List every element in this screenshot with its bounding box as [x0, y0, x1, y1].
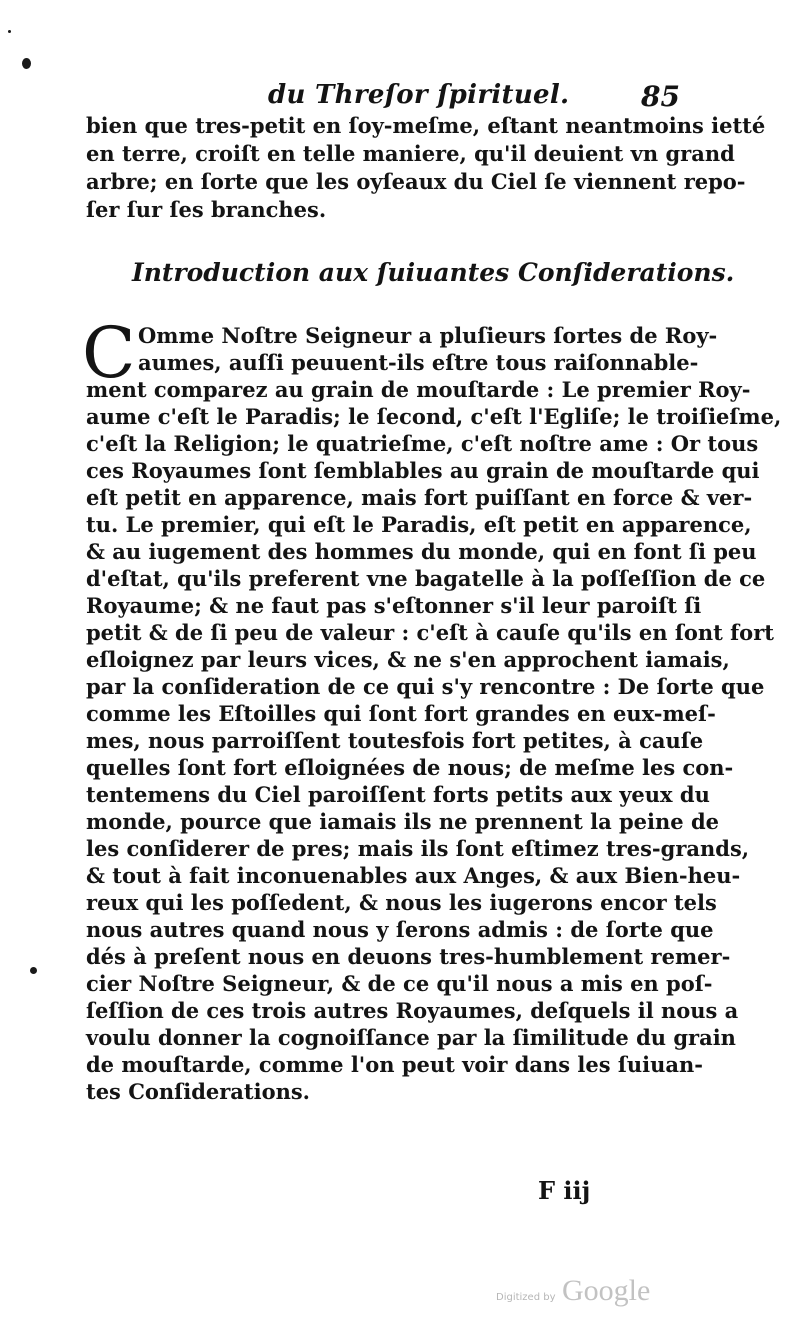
- text-line: bien que tres-petit en ſoy-meſme, eſtant neantmoins ietté: [86, 113, 766, 138]
- ink-speck: [22, 58, 31, 69]
- text-line: ſer ſur ſes branches.: [86, 197, 327, 222]
- ink-speck: [8, 30, 11, 33]
- text-line: voulu donner la cognoiſſance par la ſimilitude du grain: [86, 1025, 736, 1050]
- text-line: ment comparez au grain de mouſtarde : Le premier Roy-: [86, 377, 751, 402]
- text-line: Royaume; & ne faut pas s'eſtonner s'il leur paroiſt ſi: [86, 593, 702, 618]
- text-line: mes, nous parroiſſent toutesfois fort petites, à cauſe: [86, 728, 704, 753]
- text-line: tu. Le premier, qui eſt le Paradis, eſt petit en apparence,: [86, 512, 752, 537]
- watermark-caption: Digitized by: [496, 1292, 556, 1303]
- text-line: tes Conſiderations.: [86, 1079, 310, 1104]
- text-line: de mouſtarde, comme l'on peut voir dans les ſuiuan-: [86, 1052, 704, 1077]
- text-line-content: Omme Noſtre Seigneur a pluſieurs ſortes de Roy-: [138, 323, 718, 348]
- ink-speck: [30, 967, 37, 974]
- text-line: en terre, croiſt en telle maniere, qu'il deuient vn grand: [86, 141, 735, 166]
- text-line: tentemens du Ciel paroiſſent forts petits aux yeux du: [86, 782, 710, 807]
- google-watermark: [496, 1274, 676, 1314]
- signature-mark: F iij: [538, 1176, 591, 1205]
- text-line: cier Noſtre Seigneur, & de ce qu'il nous a mis en poſ-: [86, 971, 713, 996]
- text-line: & au iugement des hommes du monde, qui en font ſi peu: [86, 539, 757, 564]
- text-line: reux qui les poſſedent, & nous les iugerons encor tels: [86, 890, 717, 915]
- text-line: aume c'eſt le Paradis; le ſecond, c'eſt l'Egliſe; le troiſieſme,: [86, 404, 782, 429]
- continued-paragraph: [86, 112, 766, 224]
- page-number: 85: [641, 80, 680, 113]
- drop-cap: C: [82, 312, 136, 394]
- text-line: monde, pource que iamais ils ne prennent la peine de: [86, 809, 720, 834]
- running-title: du Threſor ſpirituel.: [268, 80, 570, 110]
- section-title: Introduction aux ſuiuantes Conſiderations.: [132, 258, 735, 287]
- body-paragraph: [82, 312, 782, 1105]
- text-line: petit & de ſi peu de valeur : c'eſt à cauſe qu'ils en ſont fort: [86, 620, 774, 645]
- text-line: par la conſideration de ce qui s'y rencontre : De ſorte que: [86, 674, 765, 699]
- text-line: ſeſſion de ces trois autres Royaumes, deſquels il nous a: [86, 998, 739, 1023]
- text-line: aumes, auſſi peuuent-ils eſtre tous raiſonnable-: [138, 350, 699, 375]
- text-line: c'eſt la Religion; le quatrieſme, c'eſt noſtre ame : Or tous: [86, 431, 759, 456]
- text-line: dés à preſent nous en deuons tres-humblement remer-: [86, 944, 731, 969]
- text-line: eſloignez par leurs vices, & ne s'en approchent iamais,: [86, 647, 730, 672]
- text-line: les conſiderer de pres; mais ils ſont eſtimez tres-grands,: [86, 836, 750, 861]
- running-head: [260, 80, 680, 116]
- text-line: & tout à fait inconuenables aux Anges, & aux Bien-heu-: [86, 863, 741, 888]
- text-line: ces Royaumes ſont ſemblables au grain de mouſtarde qui: [86, 458, 760, 483]
- text-line: arbre; en ſorte que les oyſeaux du Ciel ſe viennent repo-: [86, 169, 746, 194]
- text-line: nous autres quand nous y ſerons admis : de ſorte que: [86, 917, 714, 942]
- text-line: comme les Eſtoilles qui ſont fort grandes en eux-meſ-: [86, 701, 716, 726]
- text-line: eſt petit en apparence, mais fort puiſſant en force & ver-: [86, 485, 753, 510]
- text-line: quelles ſont fort eſloignées de nous; de meſme les con-: [86, 755, 734, 780]
- text-line: d'eſtat, qu'ils preferent vne bagatelle à la poſſeſſion de ce: [86, 566, 766, 591]
- google-logo: Google: [562, 1274, 651, 1307]
